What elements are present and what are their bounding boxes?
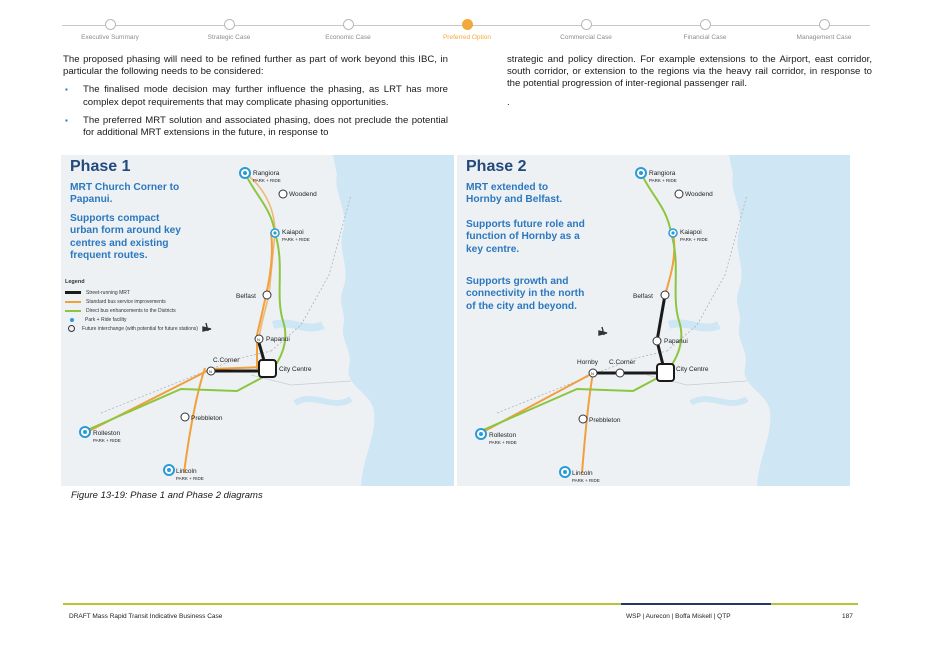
continuation-paragraph: strategic and policy direction. For example extensions to the Airport, east corridor, south corridor, or extension to the regions via the heavy rail corridor, in response to the potential progression of inter-regional passenger rail. [507, 54, 872, 90]
phase2-subtitle-3: Supports growth and connectivity in the north of the city and beyond. [466, 276, 585, 312]
interchange-mark: N [591, 371, 594, 376]
phase2-labels [457, 155, 850, 486]
legend-label: Standard bus service improvements [86, 298, 166, 305]
phase1-subtitle-1: MRT Church Corner to Papanui. [70, 182, 180, 206]
label-kaiapoi-pr: PARK + RIDE [680, 237, 708, 242]
intro-paragraph: The proposed phasing will need to be refined further as part of work beyond this IBC, in particular the following needs to be considered: [63, 54, 448, 78]
nav-label: Economic Case [325, 34, 371, 41]
label-kaiapoi-pr: PARK + RIDE [282, 237, 310, 242]
list-item-text: The preferred MRT solution and associated phasing, does not preclude the potential for additional MRT extensions in the future, in response to [83, 114, 448, 139]
list-item [63, 115, 448, 139]
nav-dot-active [462, 19, 473, 30]
phase2-subtitle-2: Supports future role and function of Hornby as a key centre. [466, 219, 585, 255]
nav-dot [581, 19, 592, 30]
label-kaiapoi: Kaiapoi [680, 229, 702, 236]
label-rolleston: Rolleston [489, 432, 517, 439]
page-number: 187 [842, 613, 853, 620]
phase1-labels [61, 155, 454, 486]
nav-step-financial-case[interactable] [650, 18, 760, 41]
label-woodend: Woodend [685, 191, 713, 198]
legend-title: Legend [65, 279, 85, 285]
right-text-column [507, 54, 872, 109]
label-hornby: Hornby [577, 359, 598, 366]
nav-label: Management Case [796, 34, 852, 41]
label-ccorner: C.Corner [609, 359, 636, 366]
nav-label: Commercial Case [560, 34, 612, 41]
label-rolleston: Rolleston [93, 430, 121, 437]
left-text-column [63, 54, 448, 145]
nav-step-strategic-case[interactable] [174, 18, 284, 41]
nav-label: Preferred Option [442, 34, 492, 41]
legend-label: Direct bus enhancements to the Districts [86, 307, 176, 314]
nav-step-management-case[interactable] [769, 18, 879, 41]
interchange-mark: N [209, 369, 212, 374]
nav-label: Strategic Case [207, 34, 251, 41]
phase1-map [61, 155, 454, 486]
nav-dot [819, 19, 830, 30]
bullet-icon: ▪ [65, 115, 68, 125]
list-item-text: The finalised mode decision may further influence the phasing, as LRT has more complex depot requirements that may complicate phasing opportunities. [83, 84, 448, 108]
phase2-map [457, 155, 850, 486]
phase2-subtitle-1: MRT extended to Hornby and Belfast. [466, 182, 563, 206]
label-lincoln-pr: PARK + RIDE [176, 476, 204, 481]
label-rangiora: Rangiora [649, 170, 676, 177]
list-item [63, 84, 448, 108]
nav-dot [224, 19, 235, 30]
label-city-centre: City Centre [279, 366, 312, 373]
nav-dot [105, 19, 116, 30]
consideration-list [63, 84, 448, 139]
progress-nav [62, 18, 870, 48]
legend-label: Future interchange (with potential for future stations) [82, 325, 198, 332]
nav-dot [700, 19, 711, 30]
nav-label: Financial Case [683, 34, 727, 41]
label-rolleston-pr: PARK + RIDE [93, 438, 121, 443]
phase1-subtitle-2: Supports compact urban form around key centres and existing frequent routes. [70, 213, 181, 262]
label-rangiora-pr: PARK + RIDE [649, 178, 677, 183]
label-rolleston-pr: PARK + RIDE [489, 440, 517, 445]
label-belfast: Belfast [236, 293, 256, 300]
legend-label: Park + Ride facility [85, 316, 127, 323]
nav-step-economic-case[interactable] [293, 18, 403, 41]
figure-caption: Figure 13-19: Phase 1 and Phase 2 diagrams [71, 490, 263, 501]
footer-document-title: DRAFT Mass Rapid Transit Indicative Business Case [69, 613, 223, 620]
label-lincoln: Lincoln [176, 468, 197, 475]
label-rangiora: Rangiora [253, 170, 280, 177]
label-prebbleton: Prebbleton [191, 415, 223, 422]
label-lincoln: Lincoln [572, 470, 593, 477]
label-city-centre: City Centre [676, 366, 709, 373]
label-lincoln-pr: PARK + RIDE [572, 478, 600, 483]
nav-dot [343, 19, 354, 30]
label-prebbleton: Prebbleton [589, 417, 621, 424]
nav-step-executive-summary[interactable] [55, 18, 165, 41]
label-belfast: Belfast [633, 293, 653, 300]
footer-authors: WSP | Aurecon | Boffa Miskell | QTP [626, 613, 731, 620]
footer-rule-green-right [771, 603, 858, 605]
nav-label: Executive Summary [81, 34, 139, 41]
stray-dot: . [507, 96, 510, 108]
nav-step-preferred-option[interactable] [412, 18, 522, 41]
phase2-title: Phase 2 [466, 158, 527, 175]
legend-label: Street-running MRT [86, 289, 130, 296]
interchange-mark: N [257, 337, 260, 342]
label-papanui: Papanui [664, 338, 688, 345]
label-rangiora-pr: PARK + RIDE [253, 178, 281, 183]
footer-rule-navy [621, 603, 771, 605]
footer-rule-green [63, 603, 621, 605]
label-woodend: Woodend [289, 191, 317, 198]
label-kaiapoi: Kaiapoi [282, 229, 304, 236]
bullet-icon: ▪ [65, 85, 68, 95]
nav-step-commercial-case[interactable] [531, 18, 641, 41]
label-ccorner: C.Corner [213, 357, 240, 364]
label-papanui: Papanui [266, 336, 290, 343]
phase1-title: Phase 1 [70, 158, 131, 175]
